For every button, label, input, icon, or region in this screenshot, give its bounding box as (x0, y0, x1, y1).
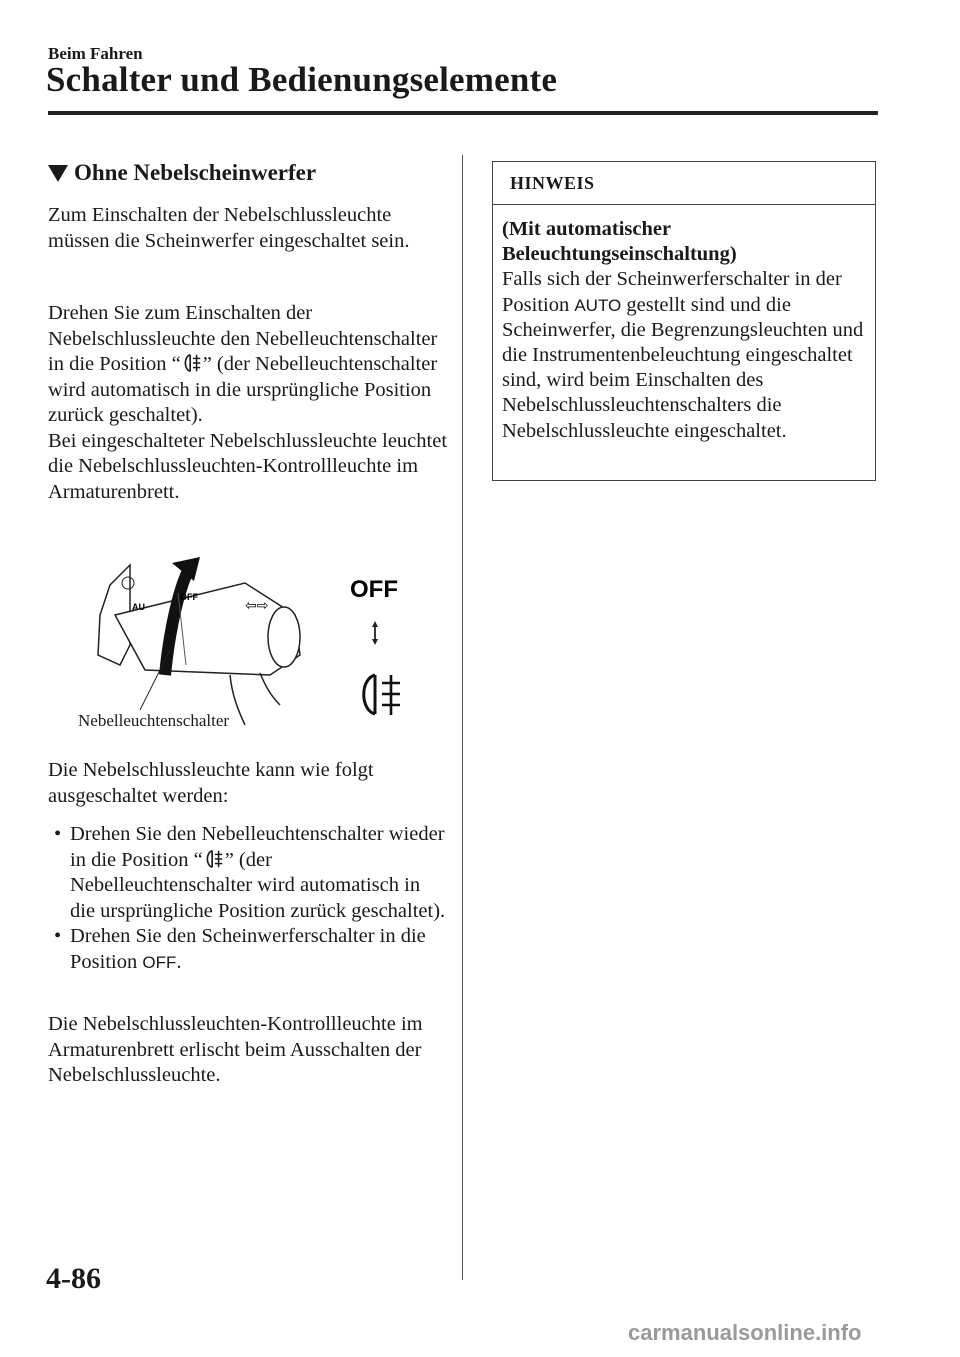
svg-text:⇦⇨: ⇦⇨ (245, 598, 269, 614)
list-item: • Drehen Sie den Scheinwerferschalter in die Position OFF. (54, 925, 426, 973)
section-title-text: Ohne Nebelscheinwerfer (74, 160, 317, 185)
section-title (48, 160, 316, 186)
page-number: 4-86 (46, 1262, 101, 1295)
fog-switch-illustration (70, 555, 430, 735)
note-heading: HINWEIS (493, 162, 875, 205)
note-box (492, 161, 876, 481)
switch-off-list (48, 822, 448, 975)
header-rule (48, 111, 878, 115)
list-item: • Drehen Sie den Nebelleuchtenschalter wieder in die Position “ ” (der Nebelleuchtenschalter wird automatisch in die ursprüngliche Position zurück geschaltet). (54, 823, 446, 922)
paragraph-intro: Zum Einschalten der Nebelschlussleuchte müssen die Scheinwerfer eingeschaltet sein. (48, 204, 410, 252)
watermark: carmanualsonline.info (628, 1320, 862, 1345)
instructions-text-a: Drehen Sie zum Einschalten der Nebelschlussleuchte den Nebelleuchtenschalter in die Position “ (48, 302, 438, 375)
paragraph-switch-off: Die Nebelschlussleuchte kann wie folgt ausgeschaltet werden: (48, 759, 374, 807)
auto-position-text: AUTO (574, 295, 622, 315)
paragraph-indicator-off: Die Nebelschlussleuchten-Kontrollleuchte im Armaturenbrett erlischt beim Ausschalten der Nebelschlussleuchte. (48, 1013, 423, 1086)
section-kicker: Beim Fahren (48, 44, 143, 63)
paragraph-instructions (48, 301, 448, 505)
indicator-text: Bei eingeschalteter Nebelschlussleuchte leuchtet die Nebelschlussleuchten-Kontrollleuchte im Armaturenbrett. (48, 429, 448, 503)
chapter-title: Schalter und Bedienungselemente (46, 60, 558, 99)
off-position-text: OFF (142, 952, 177, 972)
svg-text:AU: AU (132, 602, 145, 612)
rear-fog-light-icon (364, 675, 400, 715)
note-body: (Mit automatischer Beleuchtungseinschaltung) Falls sich der Scheinwerferschalter in der Position AUTO gestellt sind und die Scheinwerfer, die Begrenzungsleuchten und die Instrumentenbeleuchtung eingeschaltet sind, wird beim Einschalten des Nebelschlussleuchtenschalters die Nebelschlussleuchte eingeschaltet. (493, 205, 875, 444)
off-position-label: OFF (350, 576, 398, 603)
column-divider (462, 155, 463, 1280)
rear-fog-light-icon (181, 352, 203, 374)
rear-fog-light-icon (203, 848, 225, 870)
note-subheading: (Mit automatischer Beleuchtungseinschaltung) (502, 218, 737, 266)
instructions-text-b: ” (der Nebelleuchtenschalter wird automatisch in die ursprüngliche Position zurück geschaltet). (48, 353, 438, 426)
figure-callout-label: Nebelleuchtenschalter (78, 711, 230, 730)
svg-text:OFF: OFF (180, 592, 198, 602)
triangle-bullet-icon (48, 165, 68, 182)
